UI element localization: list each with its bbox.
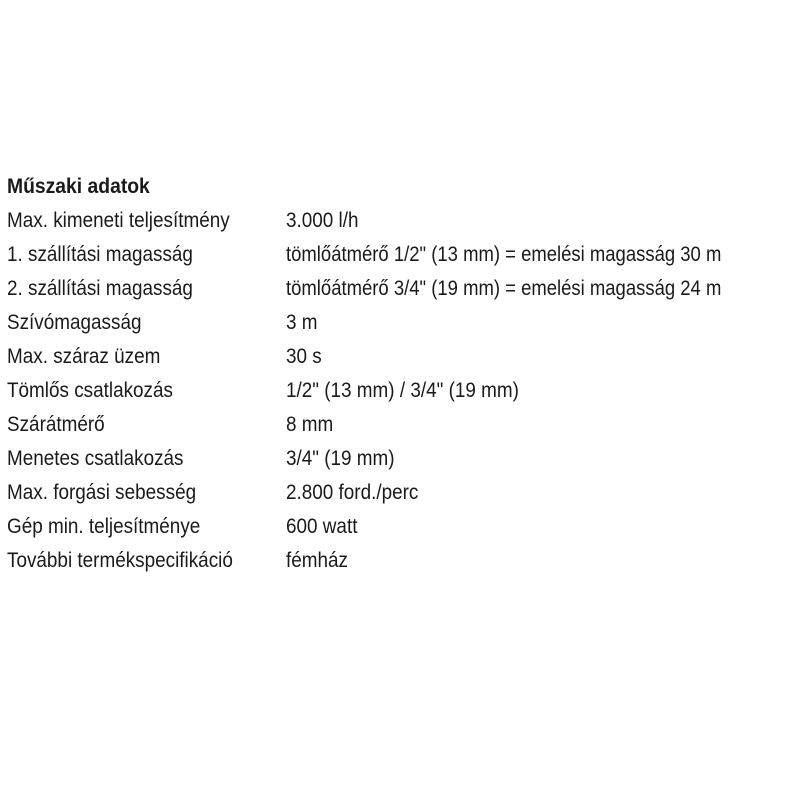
spec-row [7,442,797,476]
spec-title: Műszaki adatok [7,175,150,198]
spec-label: Menetes csatlakozás [7,447,184,470]
spec-table [7,170,797,578]
spec-label: Max. kimeneti teljesítmény [7,209,230,232]
spec-label: További termékspecifikáció [7,549,233,572]
spec-value: 2.800 ford./perc [286,481,419,504]
spec-row [7,510,797,544]
spec-row [7,272,797,306]
spec-value: tömlőátmérő 1/2" (13 mm) = emelési magasság 30 m [286,243,722,266]
spec-label: 1. szállítási magasság [7,243,193,266]
spec-label: Szívómagasság [7,311,142,334]
spec-value: 3.000 l/h [286,209,359,232]
spec-value: 1/2" (13 mm) / 3/4" (19 mm) [286,379,519,402]
spec-label: Tömlős csatlakozás [7,379,173,402]
spec-value: fémház [286,549,348,572]
spec-row [7,306,797,340]
spec-row [7,476,797,510]
spec-label: Max. száraz üzem [7,345,161,368]
spec-value: 600 watt [286,515,358,538]
spec-row [7,408,797,442]
spec-label: Gép min. teljesítménye [7,515,201,538]
spec-value: 3/4" (19 mm) [286,447,395,470]
spec-row [7,374,797,408]
spec-label: Szárátmérő [7,413,105,436]
spec-row [7,544,797,578]
spec-value: 3 m [286,311,318,334]
spec-row [7,238,797,272]
spec-label: Max. forgási sebesség [7,481,197,504]
spec-value: 8 mm [286,413,334,436]
spec-label: 2. szállítási magasság [7,277,193,300]
spec-value: 30 s [286,345,322,368]
spec-row [7,204,797,238]
spec-value: tömlőátmérő 3/4" (19 mm) = emelési magasság 24 m [286,277,722,300]
spec-row [7,340,797,374]
